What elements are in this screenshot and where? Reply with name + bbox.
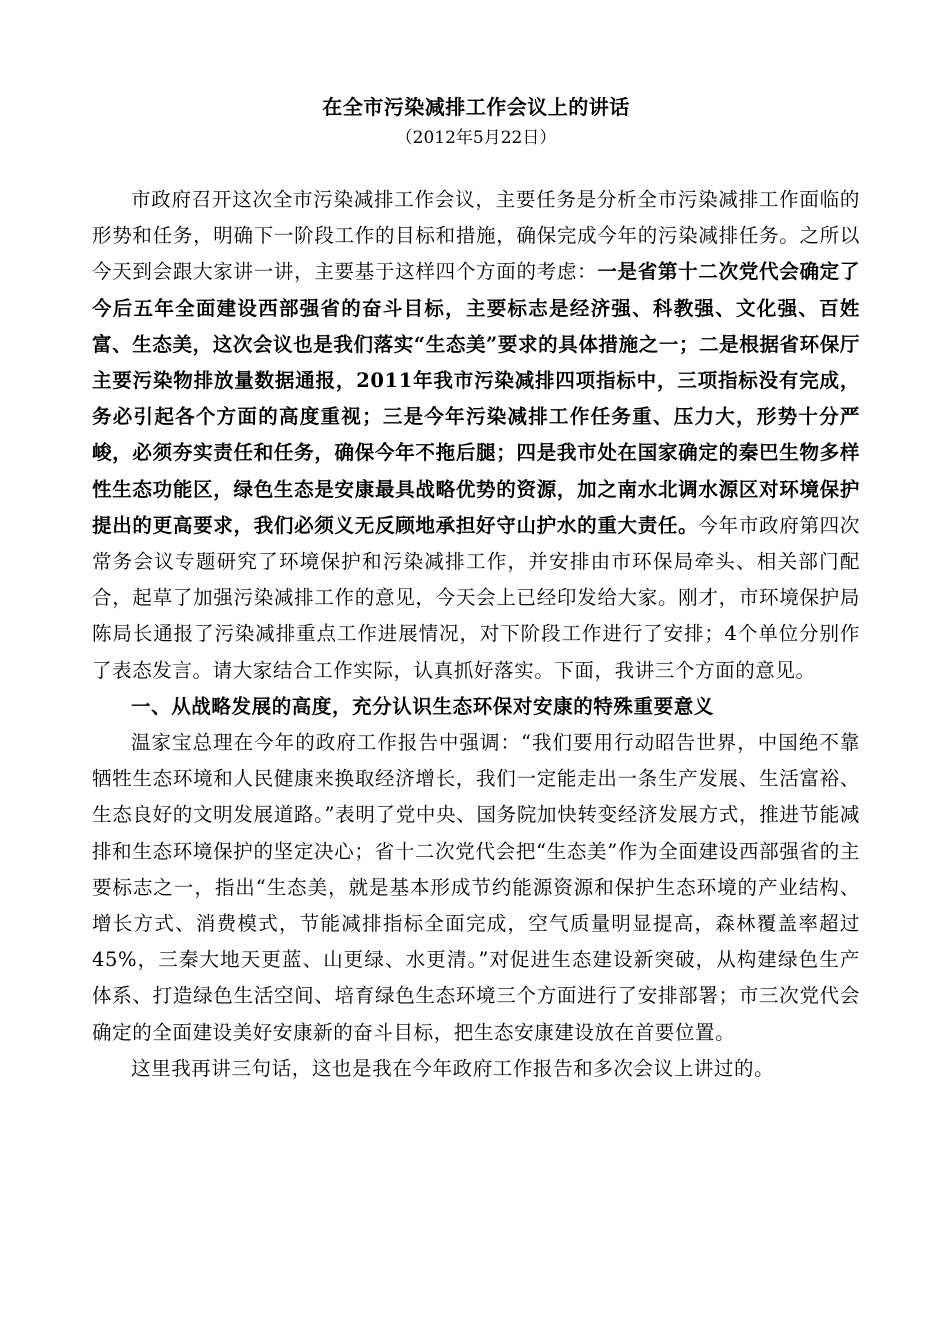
- paragraph-intro: [92, 182, 860, 689]
- paragraph-intro-text: 市政府召开这次全市污染减排工作会议，主要任务是分析全市污染减排工作面临的形势和任务，明确下一阶段工作的目标和措施，确保完成今年的污染减排任务。之所以今天到会跟大家讲一讲，主要基于这样四个方面的考虑：: [92, 188, 860, 284]
- document-body: [92, 182, 860, 1087]
- paragraph-intro-emphasis: 一是省第十二次党代会确定了今后五年全面建设西部强省的奋斗目标，主要标志是经济强、科教强、文化强、百姓富、生态美，这次会议也是我们落实“生态美”要求的具体措施之一；二是根据省环保厅主要污染物排放量数据通报，2011年我市污染减排四项指标中，三项指标没有完成，务必引起各个方面的高度重视；三是今年污染减排工作任务重、压力大，形势十分严峻，必须夯实责任和任务，确保今年不拖后腿；四是我市处在国家确定的秦巴生物多样性生态功能区，绿色生态是安康最具战略优势的资源，加之南水北调水源区对环境保护提出的更高要求，我们必须义无反顾地承担好守山护水的重大责任。: [92, 260, 860, 537]
- paragraph-intro-rest: 今年市政府第四次常务会议专题研究了环境保护和污染减排工作，并安排由市环保局牵头、相关部门配合，起草了加强污染减排工作的意见，今天会上已经印发给大家。刚才，市环境保护局陈局长通报了污染减排重点工作进展情况，对下阶段工作进行了安排；4个单位分别作了表态发言。请大家结合工作实际，认真抓好落实。下面，我讲三个方面的意见。: [92, 513, 860, 682]
- paragraph-closing: 这里我再讲三句话，这也是我在今年政府工作报告和多次会议上讲过的。: [131, 1056, 775, 1080]
- section-heading-1: 一、从战略发展的高度，充分认识生态环保对安康的特殊重要意义: [131, 694, 714, 718]
- document-page: [92, 92, 860, 1087]
- document-date: （2012年5月22日）: [395, 128, 557, 148]
- paragraph-section1-body: 温家宝总理在今年的政府工作报告中强调：“我们要用行动昭告世界，中国绝不靠牺牲生态环境和人民健康来换取经济增长，我们一定能走出一条生产发展、生活富裕、生态良好的文明发展道路。”表明了党中央、国务院加快转变经济发展方式，推进节能减排和生态环境保护的坚定决心；省十二次党代会把“生态美”作为全面建设西部强省的主要标志之一，指出“生态美，就是基本形成节约能源资源和保护生态环境的产业结构、增长方式、消费模式，节能减排指标全面完成，空气质量明显提高，森林覆盖率超过45%，三秦大地天更蓝、山更绿、水更清。”对促进生态建设新突破，从构建绿色生产体系、打造绿色生活空间、培育绿色生态环境三个方面进行了安排部署；市三次党代会确定的全面建设美好安康新的奋斗目标，把生态安康建设放在首要位置。: [92, 731, 860, 1044]
- document-title: 在全市污染减排工作会议上的讲话: [322, 95, 630, 119]
